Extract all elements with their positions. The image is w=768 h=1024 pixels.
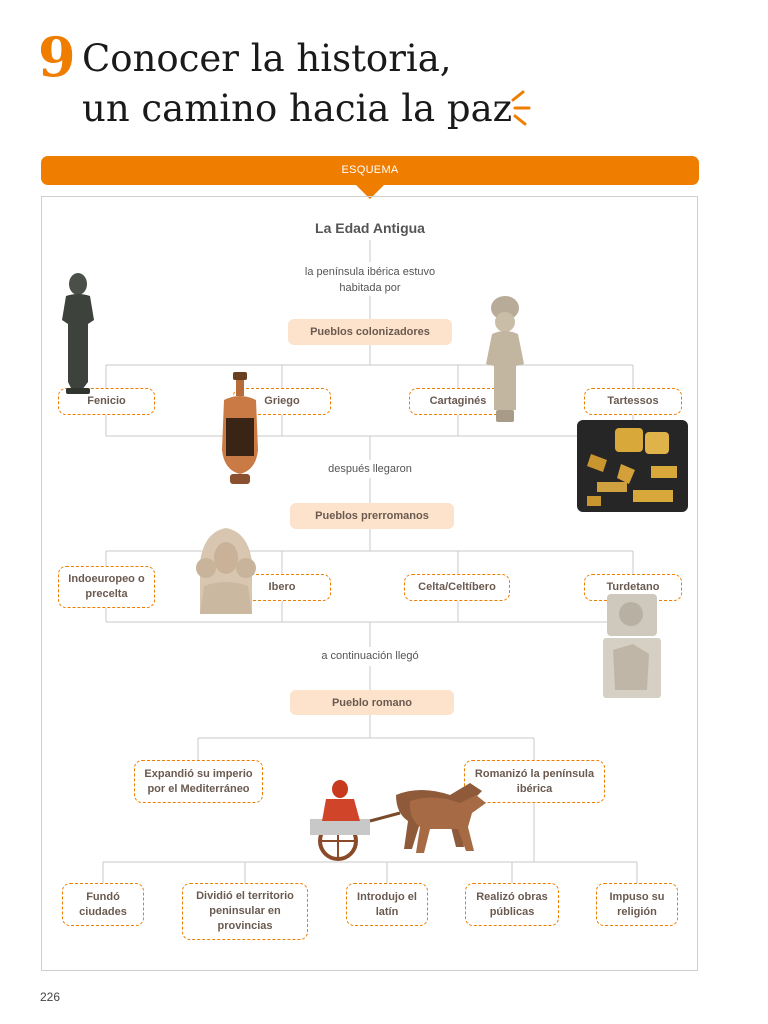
page-number: 226 [40,990,61,1004]
phoenician-figurine-image [58,272,98,394]
link-text-1: la península ibérica estuvo habitada por [304,266,436,294]
root-title: La Edad Antigua [315,220,425,236]
action-impuso-religion: Impuso su religión [596,883,678,926]
node-celta-celtibero: Celta/Celtíbero [404,574,510,601]
node-griego: Griego [233,388,331,415]
node-turdetano: Turdetano [584,574,682,601]
action-introdujo-latin: Introdujo el latín [346,883,428,926]
node-cartagines: Cartaginés [409,388,507,415]
group-pueblo-romano: Pueblo romano [290,690,454,715]
page-title-line-2: un camino hacia la paz [82,87,513,130]
turdetano-relief-image [603,594,661,698]
link-text-2: después llegaron [328,463,412,475]
node-romanizo-peninsula: Romanizó la península ibérica [464,760,605,803]
tartessos-treasure-image [577,420,688,512]
group-pueblos-colonizadores: Pueblos colonizadores [288,319,452,345]
dama-de-elche-image [190,522,262,614]
chapter-number: 9 [38,25,76,89]
roman-chariot-image [300,765,496,863]
node-tartessos: Tartessos [584,388,682,415]
action-dividio-territorio: Dividió el territorio peninsular en provincias [182,883,308,940]
node-ibero: Ibero [233,574,331,601]
action-obras-publicas: Realizó obras públicas [465,883,559,926]
scheme-banner: ESQUEMA [41,156,699,185]
node-fenicio: Fenicio [58,388,155,415]
carthaginian-figurine-image [482,294,528,426]
link-text-3: a continuación llegó [321,650,419,662]
group-pueblos-prerromanos: Pueblos prerromanos [290,503,454,529]
node-indoeuropeo: Indoeuropeo o precelta [58,566,155,608]
page-title-line-1: Conocer la historia, [82,37,452,80]
greek-vase-image [218,370,262,490]
action-fundo-ciudades: Fundó ciudades [62,883,144,926]
node-expandio-imperio: Expandió su imperio por el Mediterráneo [134,760,263,803]
